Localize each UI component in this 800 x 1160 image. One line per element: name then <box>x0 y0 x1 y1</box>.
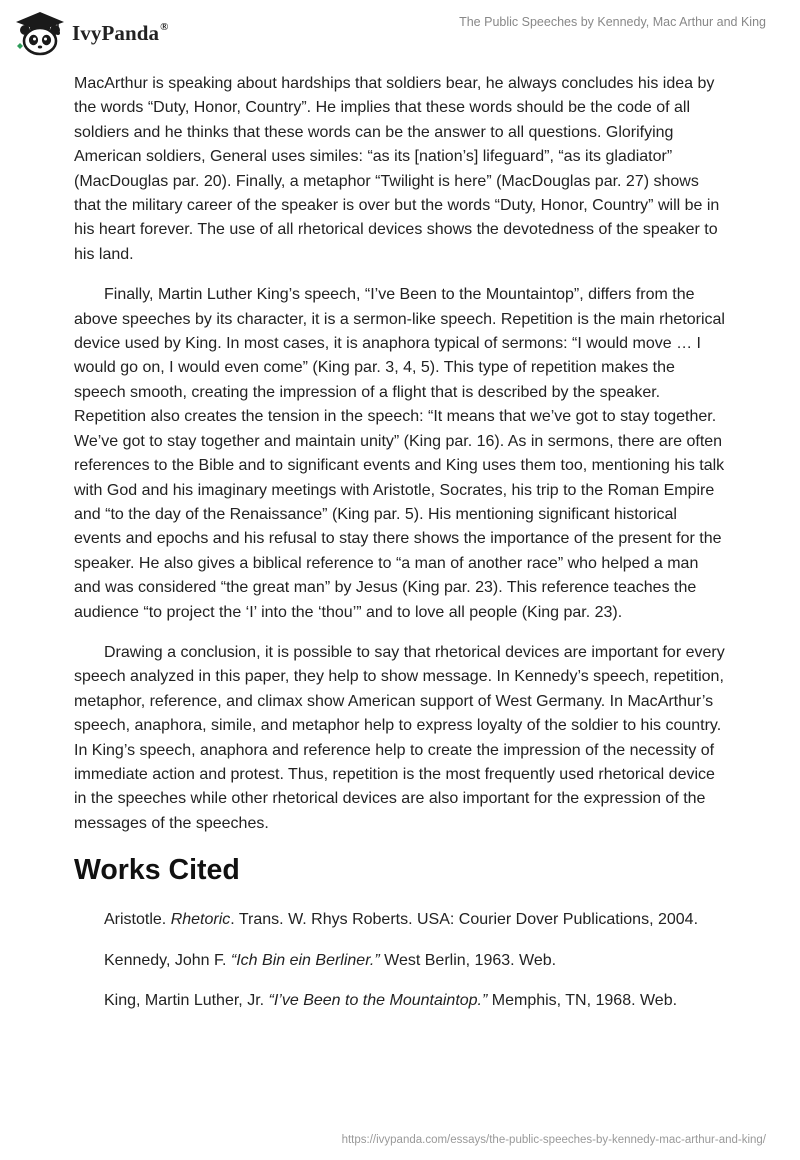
source-url[interactable]: https://ivypanda.com/essays/the-public-speeches-by-kennedy-mac-arthur-and-king/ <box>341 1134 766 1146</box>
paragraph-king: Finally, Martin Luther King’s speech, “I’ve Been to the Mountaintop”, differs from the above speeches by its character, it is a sermon-like speech. Repetition is the main rhetorical device used by King. In most cases, it is anaphora typical of sermons: “I would move … I would go on, I would even come” (King par. 3, 4, 5). This type of repetition makes the speech smooth, creating the impression of a flight that is described by the speaker. Repetition also creates the tension in the speech: “It means that we’ve got to stay together. We’ve got to stay together and maintain unity” (King par. 16). As in sermons, there are often references to the Bible and to significant events and King uses them too, mentioning his talk with God and his imaginary meetings with Aristotle, Socrates, his trip to the Roman Empire and “to the day of the Renaissance” (King par. 5). His mentioning significant historical events and epochs and his refusal to stay there shows the importance of the present for the speaker. He also gives a biblical reference to “a man of another race” who helped a man and was considered “the great man” by Jesus (King par. 23). This reference teaches the audience “to project the ‘I’ into the ‘thou’” and to love all people (King par. 23). <box>74 286 725 621</box>
citation-kennedy: Kennedy, John F. “Ich Bin ein Berliner.” West Berlin, 1963. Web. <box>104 951 557 969</box>
citation-king: King, Martin Luther, Jr. “I’ve Been to the Mountaintop.” Memphis, TN, 1968. Web. <box>104 992 678 1009</box>
ivypanda-logo[interactable] <box>14 10 169 56</box>
running-title: The Public Speeches by Kennedy, Mac Arthur and King <box>459 15 766 29</box>
citation-aristotle: Aristotle. Rhetoric. Trans. W. Rhys Roberts. USA: Courier Dover Publications, 2004. <box>104 911 699 929</box>
paragraph-macarthur: MacArthur is speaking about hardships that soldiers bear, he always concludes his idea by the words “Duty, Honor, Country”. He implies that these words should be the code of all soldiers and he thinks that these words can be the answer to all questions. Glorifying American soldiers, General uses similes: “as its [nation’s] lifeguard”, “as its gladiator” (MacDouglas par. 20). Finally, a metaphor “Twilight is here” (MacDouglas par. 27) shows that the military career of the speaker is over but the words “Duty, Honor, Country” will be in his heart forever. The use of all rhetorical devices shows the devotedness of the speaker to his land. <box>74 75 720 263</box>
essay-content <box>74 72 726 1029</box>
panda-graduate-icon <box>14 10 66 56</box>
brand-name: IvyPanda® <box>72 20 169 45</box>
paragraph-conclusion: Drawing a conclusion, it is possible to say that rhetorical devices are important for every speech analyzed in this paper, they help to show message. In Kennedy’s speech, repetition, metaphor, reference, and climax show American support of West Germany. In MacArthur’s speech, anaphora, simile, and metaphor help to express loyalty of the soldier to his country. In King’s speech, anaphora and reference help to create the impression of the necessity of immediate action and protest. Thus, repetition is the most frequently used rhetorical device in the speeches while other rhetorical devices are also important for the expression of the messages of the speeches. <box>74 643 725 832</box>
page-header <box>0 0 800 68</box>
works-cited-heading: Works Cited <box>74 854 240 887</box>
